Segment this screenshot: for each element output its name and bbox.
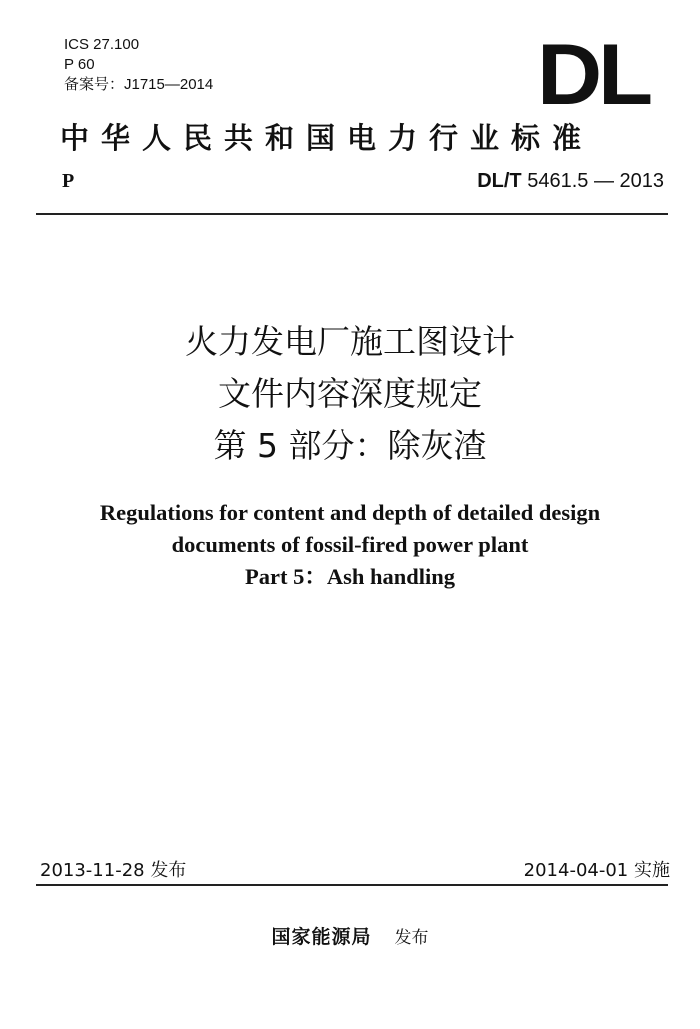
english-title-line-3: Part 5：Ash handling (244, 564, 456, 589)
classification-letter: P (62, 170, 75, 192)
chinese-title (0, 316, 700, 472)
top-divider (36, 213, 668, 215)
dl-logo: DL (537, 27, 649, 123)
chinese-title-line-3: 第 5 部分：除灰渣 (213, 426, 487, 465)
issuer-action: 发布 (394, 928, 429, 948)
chinese-title-line-2: 文件内容深度规定 (218, 374, 482, 413)
publish-date: 2013-11-28 发布 (40, 860, 187, 881)
issuer (0, 922, 700, 949)
bottom-divider (36, 884, 668, 886)
effective-date: 2014-04-01 实施 (523, 860, 670, 881)
chinese-title-line-1: 火力发电厂施工图设计 (185, 322, 515, 361)
header-codes (64, 35, 213, 95)
english-title-line-1: Regulations for content and depth of detailed design (99, 500, 601, 525)
standard-number (477, 170, 664, 193)
english-title (0, 497, 700, 593)
issuer-org: 国家能源局 (271, 926, 372, 948)
standard-number-value: 5461.5 — 2013 (527, 170, 664, 192)
filing-number: 备案号：J1715—2014 (64, 76, 214, 93)
category-code: P 60 (64, 56, 95, 73)
english-title-line-2: documents of fossil-fired power plant (171, 532, 529, 557)
standard-code: DL/T (477, 170, 522, 192)
ics-code: ICS 27.100 (64, 36, 140, 53)
standard-body-title: 中华人民共和国电力行业标准 (60, 121, 594, 155)
